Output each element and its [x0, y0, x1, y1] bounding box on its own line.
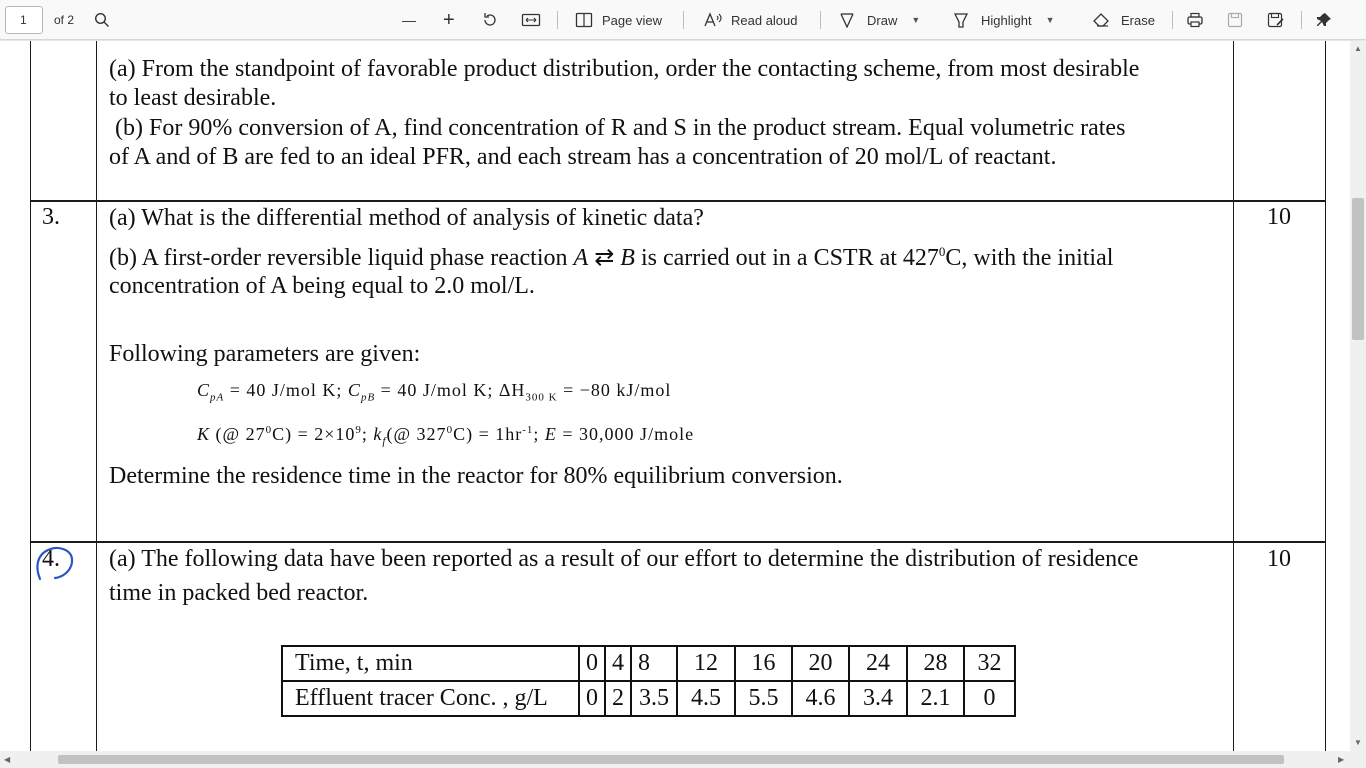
eq-superscript: 0: [446, 424, 454, 436]
draw-pen-icon: [839, 12, 855, 28]
page-view-label: Page view: [602, 12, 662, 28]
table-cell: 3.5: [631, 681, 677, 716]
q4-part-a-line2: time in packed bed reactor.: [109, 580, 369, 606]
table-border: [96, 41, 97, 751]
eq-text: = 40 J/mol K;: [224, 380, 348, 400]
q4-marks: 10: [1267, 546, 1291, 572]
degree-superscript: 0: [938, 244, 946, 259]
table-cell: 12: [677, 646, 735, 681]
toolbar-divider: [820, 11, 821, 29]
table-border: [1233, 41, 1234, 751]
zoom-in-button[interactable]: [443, 0, 455, 40]
highlight-button[interactable]: [953, 0, 1055, 40]
q3-equation-rate-constants: [197, 424, 694, 448]
table-cell: 3.4: [849, 681, 907, 716]
scroll-up-arrow-icon[interactable]: ▲: [1354, 44, 1362, 53]
q2-part-b-line2: of A and of B are fed to an ideal PFR, and each stream has a concentration of 20 mol/L of reactant.: [109, 144, 1057, 170]
q4-number: 4.: [42, 546, 60, 572]
q3-equation-heat-capacity: [197, 380, 671, 404]
eraser-icon: [1092, 12, 1110, 28]
q3-part-b-text: (b) A first-order reversible liquid phase reaction: [109, 245, 574, 271]
table-cell: 2: [605, 681, 631, 716]
vertical-scrollbar[interactable]: [1350, 41, 1366, 751]
zoom-out-button[interactable]: [402, 0, 416, 40]
table-cell: 5.5: [735, 681, 792, 716]
erase-button[interactable]: [1092, 0, 1155, 40]
species-a: A: [573, 245, 589, 271]
eq-subscript: pB: [360, 391, 376, 404]
vertical-scroll-thumb[interactable]: [1352, 198, 1364, 340]
eq-symbol: K: [197, 424, 211, 444]
table-cell: 16: [735, 646, 792, 681]
toolbar-divider: [1301, 11, 1302, 29]
eq-text: C) = 1hr: [453, 424, 523, 444]
q3-determine: Determine the residence time in the reactor for 80% equilibrium conversion.: [109, 463, 843, 489]
species-b: B: [620, 245, 635, 271]
fit-width-icon: [521, 12, 541, 28]
eq-text: C) = 2×10: [272, 424, 356, 444]
table-border: [30, 202, 31, 751]
eq-text: = 40 J/mol K; ΔH: [375, 380, 526, 400]
save-disk-icon: [1227, 12, 1243, 28]
table-cell: 0: [579, 646, 605, 681]
pdf-page: [0, 41, 1350, 751]
table-cell: 2.1: [907, 681, 964, 716]
save-button[interactable]: [1227, 0, 1243, 40]
table-cell: 4.6: [792, 681, 849, 716]
read-aloud-icon: [703, 12, 723, 28]
eq-text: (@ 27: [210, 424, 266, 444]
table-cell: 4: [605, 646, 631, 681]
scroll-right-arrow-icon[interactable]: ▶: [1338, 755, 1345, 764]
q3-number: 3.: [42, 204, 60, 230]
save-as-icon: [1267, 12, 1285, 28]
table-cell: 20: [792, 646, 849, 681]
erase-label: Erase: [1121, 12, 1155, 28]
table-row-header: Effluent tracer Conc. , g/L: [282, 681, 579, 716]
page-count-label: [54, 0, 74, 40]
equilibrium-arrow-icon: ⇄: [594, 245, 615, 271]
pdf-toolbar: [0, 0, 1366, 40]
chevron-down-icon[interactable]: ▼: [911, 15, 921, 25]
table-cell: 32: [964, 646, 1015, 681]
eq-text: ;: [533, 424, 545, 444]
q2-part-b-line1: (b) For 90% conversion of A, find concentration of R and S in the product stream. Equal volumetric rates: [109, 115, 1126, 141]
q3-part-b-text: C, with the initial: [945, 245, 1114, 271]
eq-subscript: 300 K: [525, 391, 558, 404]
highlighter-icon: [953, 12, 969, 28]
table-cell: 8: [631, 646, 677, 681]
toolbar-divider: [557, 11, 558, 29]
q3-part-a: (a) What is the differential method of analysis of kinetic data?: [109, 205, 704, 231]
eq-superscript: -1: [522, 424, 534, 436]
highlight-label: Highlight: [981, 12, 1032, 28]
toolbar-divider: [683, 11, 684, 29]
table-cell: 4.5: [677, 681, 735, 716]
q3-part-b-line2: concentration of A being equal to 2.0 mol/L.: [109, 273, 535, 299]
read-aloud-button[interactable]: [703, 0, 798, 40]
table-row: [282, 681, 1015, 716]
chevron-down-icon[interactable]: ▼: [1045, 15, 1055, 25]
table-cell: 0: [964, 681, 1015, 716]
eq-symbol: E: [544, 424, 557, 444]
eq-superscript: 9: [355, 424, 362, 436]
eq-superscript: 0: [265, 424, 273, 436]
q3-part-b-text: is carried out in a CSTR at 427: [634, 245, 939, 271]
q3-params-heading: Following parameters are given:: [109, 341, 421, 367]
table-row: [282, 646, 1015, 681]
eq-symbol: C: [197, 380, 211, 400]
page-number-input[interactable]: [5, 6, 43, 34]
rtd-data-table: [281, 645, 1016, 717]
print-button[interactable]: [1186, 0, 1204, 40]
scroll-left-arrow-icon[interactable]: ◀: [4, 755, 11, 764]
eq-text: ;: [361, 424, 374, 444]
toolbar-divider: [1172, 11, 1173, 29]
q2-part-a-line1: (a) From the standpoint of favorable product distribution, order the contacting scheme, from most desirable: [109, 56, 1140, 82]
table-cell: 0: [579, 681, 605, 716]
table-border: [1325, 41, 1326, 751]
table-row-header: Time, t, min: [282, 646, 579, 681]
table-cell: 24: [849, 646, 907, 681]
page-view-button[interactable]: [575, 0, 662, 40]
read-aloud-label: Read aloud: [731, 12, 798, 28]
q2-part-a-line2: to least desirable.: [109, 85, 277, 111]
plus-icon: +: [443, 8, 455, 31]
table-cell: 28: [907, 646, 964, 681]
pin-toolbar-button[interactable]: [1316, 0, 1332, 40]
table-border: [30, 41, 31, 202]
scroll-down-arrow-icon[interactable]: ▼: [1354, 738, 1362, 747]
eq-symbol: C: [347, 380, 361, 400]
minus-icon: —: [402, 12, 416, 28]
draw-button[interactable]: [839, 0, 920, 40]
eq-text: (@ 327: [386, 424, 447, 444]
search-icon: [94, 12, 110, 28]
document-viewport[interactable]: [0, 41, 1350, 751]
eq-symbol: k: [373, 424, 383, 444]
eq-subscript: f: [382, 435, 387, 448]
rotate-button[interactable]: [481, 0, 499, 40]
q4-part-a-line1: (a) The following data have been reported as a result of our effort to determine the distribution of residence: [109, 546, 1139, 572]
eq-text: = 30,000 J/mole: [556, 424, 695, 444]
eq-text: = −80 kJ/mol: [557, 380, 672, 400]
printer-icon: [1186, 12, 1204, 28]
handwritten-circle-annotation-icon: [31, 541, 77, 583]
search-button[interactable]: [94, 0, 110, 40]
page-count-text: of 2: [54, 13, 75, 27]
fit-page-button[interactable]: [521, 0, 541, 40]
draw-label: Draw: [867, 12, 898, 28]
q3-marks: 10: [1267, 204, 1291, 230]
rotate-icon: [481, 11, 499, 29]
pin-icon: [1316, 12, 1332, 28]
save-as-button[interactable]: [1267, 0, 1285, 40]
page-view-icon: [575, 12, 593, 28]
eq-subscript: pA: [210, 391, 225, 404]
horizontal-scroll-thumb[interactable]: [58, 755, 1284, 764]
